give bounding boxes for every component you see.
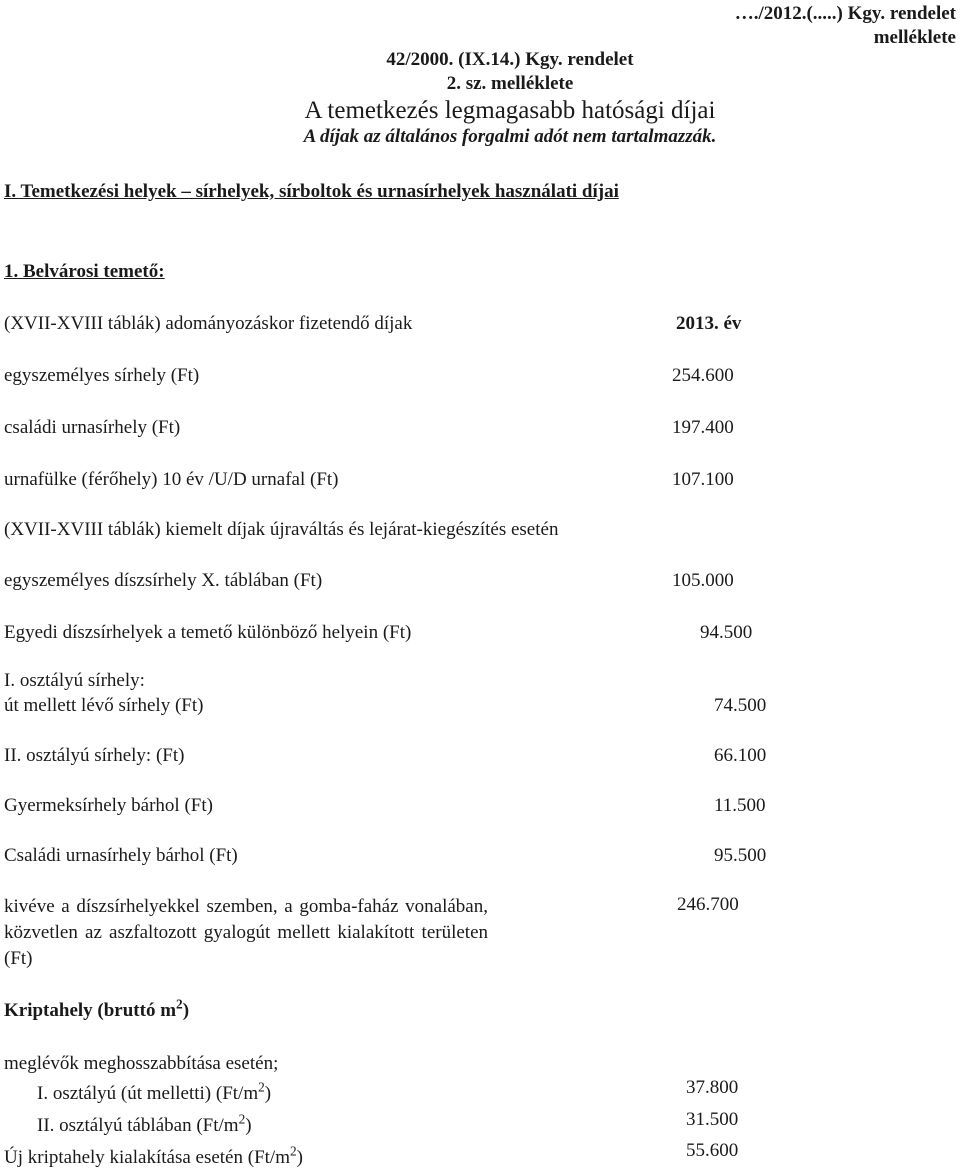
fee-row-label: urnafülke (férőhely) 10 év /U/D urnafal (Ft)	[4, 469, 339, 490]
crypt-row-value: 31.500	[686, 1109, 739, 1130]
decree-reference-line1: …./2012.(.....) Kgy. rendelet	[734, 3, 956, 24]
crypt-row-label: Új kriptahely kialakítása esetén $(Ft/m^2)$	[4, 1143, 303, 1168]
fee-row-value: 66.100	[714, 745, 767, 766]
crypt-row-label: II. osztályú táblában $(Ft/m^2)$	[37, 1111, 252, 1136]
fee-row-label: Családi urnasírhely bárhol (Ft)	[4, 845, 238, 866]
fee-row-value: 95.500	[714, 845, 767, 866]
decree-number: 42/2000. (IX.14.) Kgy. rendelet	[386, 49, 634, 70]
fee-row-label: II. osztályú sírhely: (Ft)	[4, 745, 185, 766]
page-title: A temetkezés legmagasabb hatósági díjai	[304, 97, 716, 124]
fee-row-value: 197.400	[672, 417, 734, 438]
fee-row-label: egyszemélyes sírhely (Ft)	[4, 365, 200, 386]
fee-row-value: 105.000	[672, 570, 734, 591]
document-header	[230, 48, 790, 148]
group1-heading: (XVII-XVIII táblák) adományozáskor fizetendő díjak	[4, 313, 413, 334]
fee-row-label: Gyermeksírhely bárhol (Ft)	[4, 795, 213, 816]
vat-note: A díjak az általános forgalmi adót nem tartalmazzák.	[303, 126, 717, 147]
annex-number: 2. sz. melléklete	[446, 73, 574, 94]
crypt-intro: meglévők meghosszabbítása esetén;	[4, 1053, 279, 1074]
crypt-row-label: I. osztályú (út melletti) $(Ft/m^2)$	[37, 1079, 272, 1104]
section-title: I. Temetkezési helyek – sírhelyek, sírboltok és urnasírhelyek használati díjai	[4, 181, 619, 202]
class1-label: I. osztályú sírhely:	[4, 670, 145, 691]
fee-row-label: családi urnasírhely (Ft)	[4, 417, 181, 438]
class1-sublabel: út mellett lévő sírhely (Ft)	[4, 695, 204, 716]
fee-row-label: egyszemélyes díszsírhely X. táblában (Ft)	[4, 570, 323, 591]
fee-row-value: 11.500	[714, 795, 766, 816]
decree-reference-line2: melléklete	[873, 27, 956, 48]
fee-row-label: Egyedi díszsírhelyek a temető különböző helyein (Ft)	[4, 622, 412, 643]
year-label: 2013. év	[676, 313, 742, 334]
fee-row-value: 107.100	[672, 469, 734, 490]
exception-row-label: kivéve a díszsírhelyekkel szemben, a gomba-faház vonalában, közvetlen az aszfaltozott gyalogút mellett kialakított területen (Ft)	[4, 896, 488, 969]
group2-heading: (XVII-XVIII táblák) kiemelt díjak újraváltás és lejárat-kiegészítés esetén	[4, 519, 559, 540]
crypt-row-value: 55.600	[686, 1140, 739, 1161]
class1-value: 74.500	[714, 695, 767, 716]
crypt-heading: Kriptahely (bruttó $m^2$)	[4, 996, 190, 1021]
decree-reference	[656, 2, 956, 50]
exception-row-value: 246.700	[677, 894, 739, 915]
crypt-row-value: 37.800	[686, 1077, 739, 1098]
fee-row-value: 254.600	[672, 365, 734, 386]
subsection-title: 1. Belvárosi temető:	[4, 261, 165, 282]
fee-row-value: 94.500	[700, 622, 753, 643]
